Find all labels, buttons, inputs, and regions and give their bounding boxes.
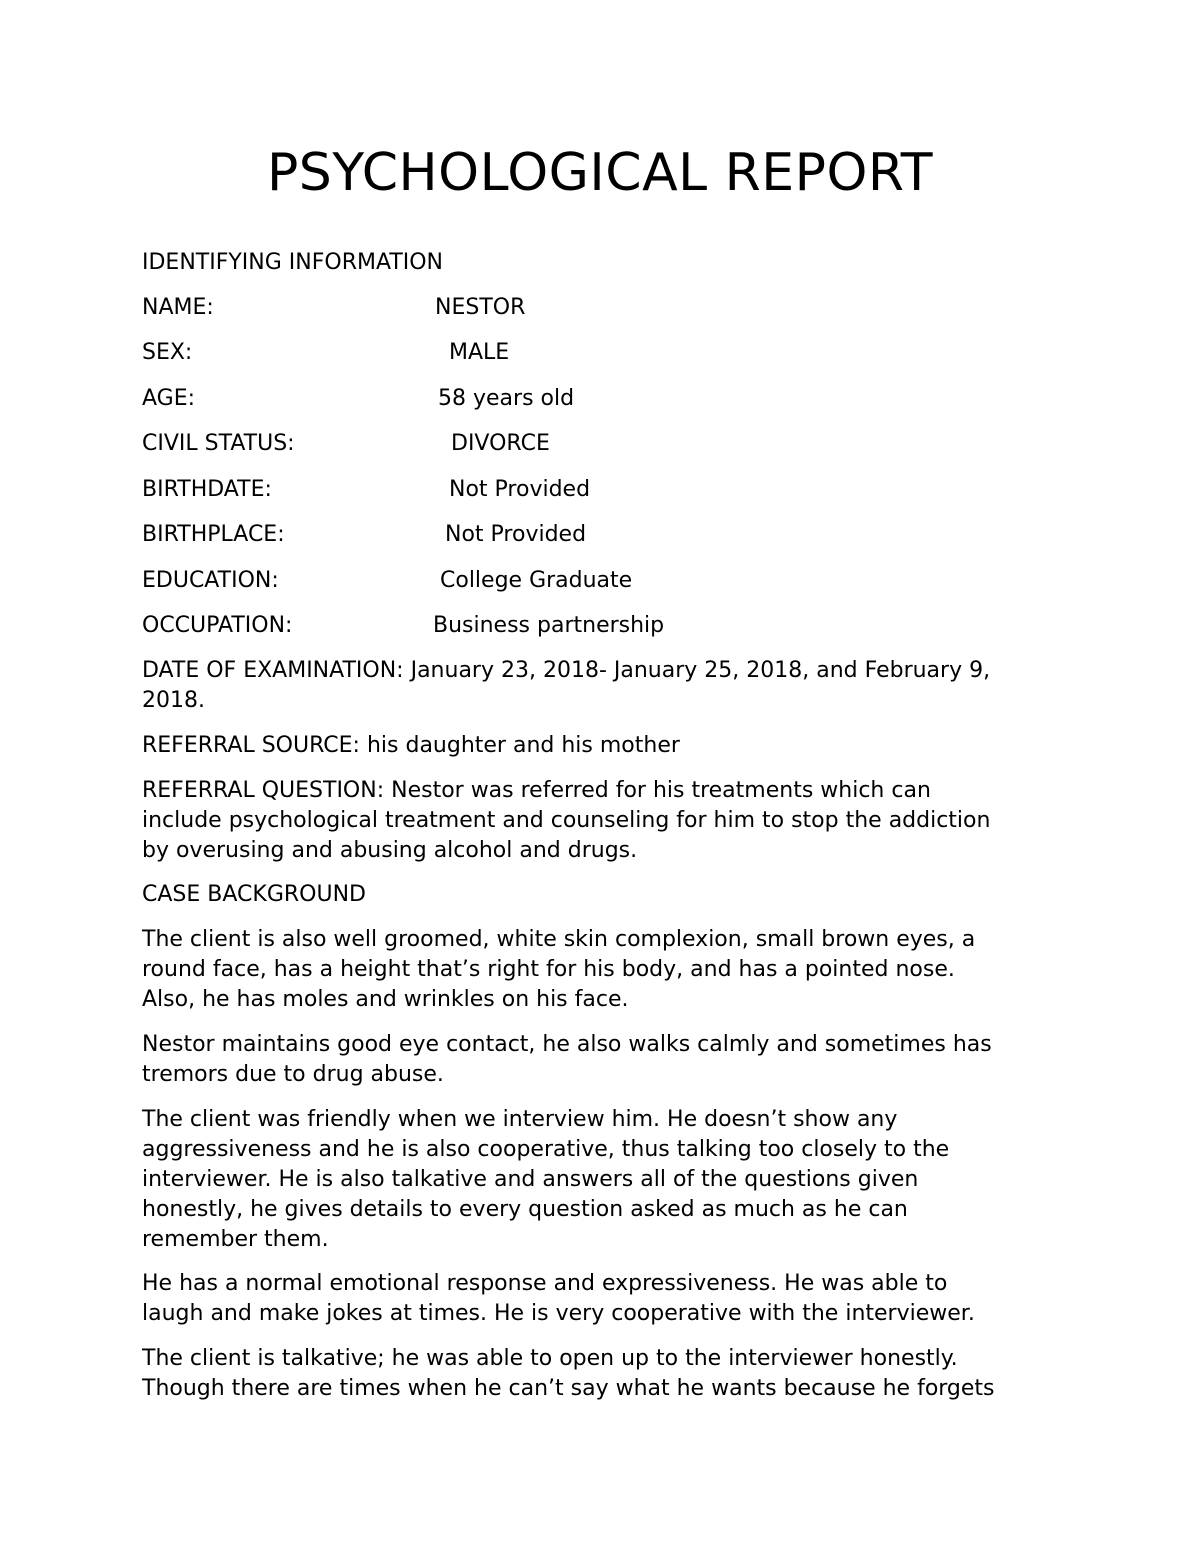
case-background-heading: CASE BACKGROUND [142, 882, 366, 907]
identifying-information-heading: IDENTIFYING INFORMATION [142, 250, 444, 275]
sex-label: SEX: [142, 340, 193, 365]
birthplace-value: Not Provided [445, 522, 587, 547]
referral-question-line: by overusing and abusing alcohol and drugs. [142, 838, 638, 863]
paragraph-line: The client was friendly when we interview him. He doesn’t show any [142, 1107, 898, 1132]
referral-source: REFERRAL SOURCE: his daughter and his mother [142, 733, 680, 758]
paragraph-line: He has a normal emotional response and expressiveness. He was able to [142, 1271, 948, 1296]
case-background-paragraph [142, 925, 1082, 1015]
birthdate-value: Not Provided [449, 477, 591, 502]
occupation-value: Business partnership [433, 613, 665, 638]
occupation-label: OCCUPATION: [142, 613, 293, 638]
case-background-paragraph [142, 1269, 1082, 1329]
sex-value: MALE [449, 340, 510, 365]
report-title: PSYCHOLOGICAL REPORT [266, 143, 934, 203]
paragraph-line: tremors due to drug abuse. [142, 1062, 444, 1087]
paragraph-line: remember them. [142, 1227, 329, 1252]
paragraph-line: Though there are times when he can’t say what he wants because he forgets [142, 1376, 995, 1401]
date-of-examination-line: DATE OF EXAMINATION: January 23, 2018- January 25, 2018, and February 9, [142, 658, 991, 683]
referral-question-line: REFERRAL QUESTION: Nestor was referred for his treatments which can [142, 778, 931, 803]
civil-status-value: DIVORCE [451, 431, 550, 456]
birthdate-label: BIRTHDATE: [142, 477, 272, 502]
name-value: NESTOR [435, 295, 526, 320]
date-of-examination-line: 2018. [142, 688, 205, 713]
age-label: AGE: [142, 386, 196, 411]
paragraph-line: aggressiveness and he is also cooperative, thus talking too closely to the [142, 1137, 950, 1162]
paragraph-line: honestly, he gives details to every question asked as much as he can [142, 1197, 908, 1222]
case-background-paragraph [142, 1105, 1082, 1255]
paragraph-line: Nestor maintains good eye contact, he also walks calmly and sometimes has [142, 1032, 992, 1057]
birthplace-label: BIRTHPLACE: [142, 522, 285, 547]
civil-status-label: CIVIL STATUS: [142, 431, 295, 456]
paragraph-line: The client is talkative; he was able to open up to the interviewer honestly. [142, 1346, 958, 1371]
referral-question-line: include psychological treatment and counseling for him to stop the addiction [142, 808, 991, 833]
paragraph-line: laugh and make jokes at times. He is very cooperative with the interviewer. [142, 1301, 975, 1326]
paragraph-line: The client is also well groomed, white skin complexion, small brown eyes, a [142, 927, 976, 952]
name-label: NAME: [142, 295, 214, 320]
education-value: College Graduate [440, 568, 633, 593]
case-background-paragraph [142, 1030, 1082, 1090]
case-background-paragraph [142, 1344, 1082, 1404]
referral-question [142, 776, 1082, 866]
paragraph-line: round face, has a height that’s right for his body, and has a pointed nose. [142, 957, 955, 982]
date-of-examination [142, 656, 1082, 716]
paragraph-line: interviewer. He is also talkative and answers all of the questions given [142, 1167, 919, 1192]
paragraph-line: Also, he has moles and wrinkles on his face. [142, 987, 629, 1012]
age-value: 58 years old [438, 386, 575, 411]
education-label: EDUCATION: [142, 568, 279, 593]
